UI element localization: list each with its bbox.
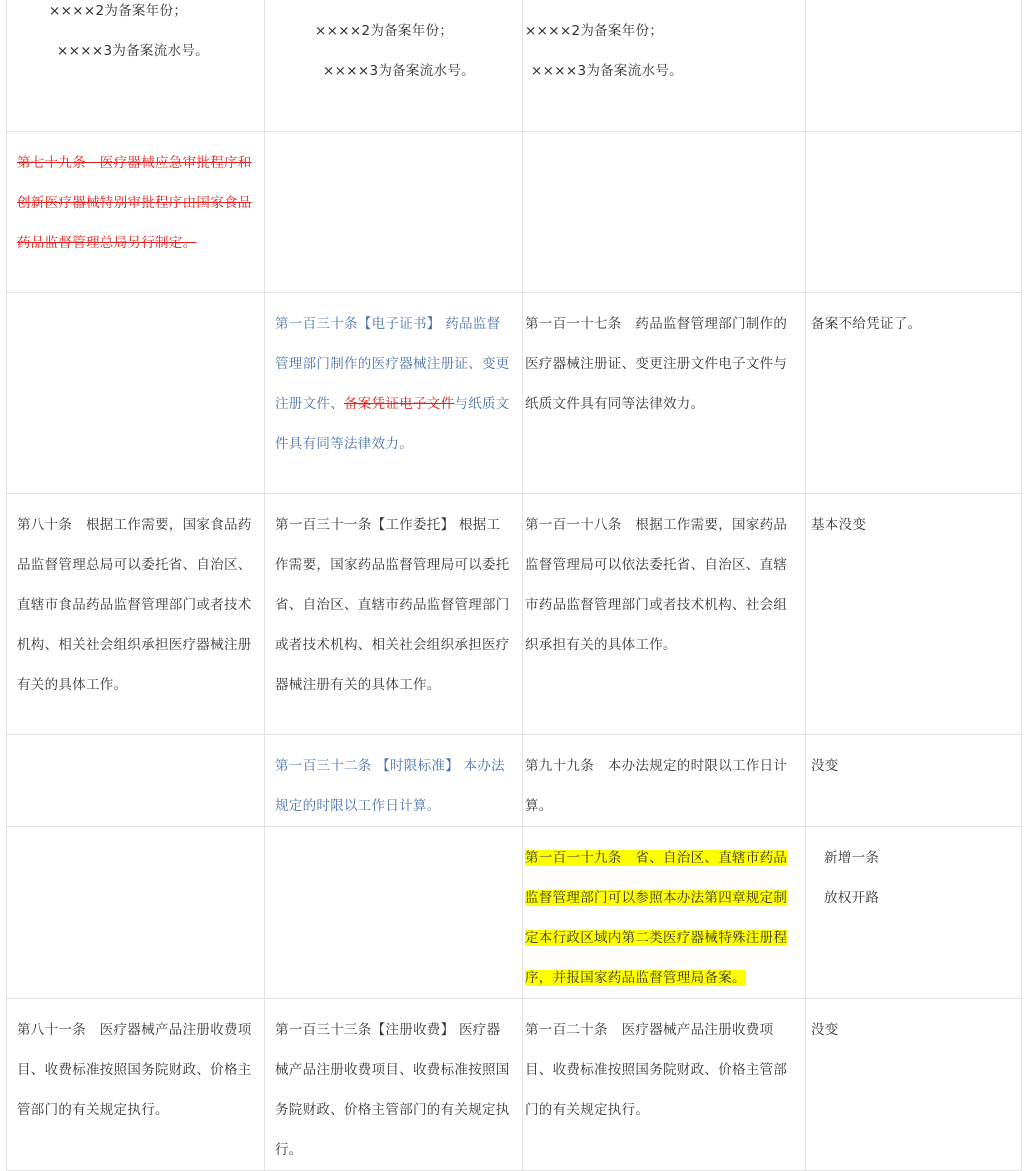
table-row <box>7 0 1022 132</box>
draft-text: 第一百三十三条【注册收费】 医疗器械产品注册收费项目、收费标准按照国务院财政、价格主管部门的有关规定执行。 <box>275 1022 510 1158</box>
cell-original <box>7 132 265 293</box>
cell-final <box>523 735 806 827</box>
highlighted-text: 第一百一十九条 省、自治区、直辖市药品监督管理部门可以参照本办法第四章规定制定本行政区域内第二类医疗器械特殊注册程序，并报国家药品监督管理局备案。 <box>525 850 788 986</box>
draft-text: 与纸质文件具有同等法律效力。 <box>275 396 510 452</box>
note-text: 没变 <box>811 758 839 774</box>
deleted-text: 备案凭证电子文件 <box>344 396 455 412</box>
cell-draft <box>265 293 523 494</box>
cell-final <box>523 293 806 494</box>
cell-note <box>806 0 1022 132</box>
cell-draft <box>265 827 523 999</box>
table-row <box>7 494 1022 735</box>
cell-draft <box>265 999 523 1171</box>
note-text: 放权开路 <box>824 890 880 906</box>
cell-final <box>523 0 806 132</box>
table-row <box>7 735 1022 827</box>
cell-note <box>806 999 1022 1171</box>
table-row <box>7 999 1022 1171</box>
cell-draft <box>265 494 523 735</box>
cell-note <box>806 132 1022 293</box>
note-text: 基本没变 <box>811 517 867 533</box>
note-text: 备案不给凭证了。 <box>811 316 922 332</box>
table-row <box>7 293 1022 494</box>
cell-draft <box>265 0 523 132</box>
cell-final <box>523 827 806 999</box>
final-text: 第九十九条 本办法规定的时限以工作日计算。 <box>525 758 788 814</box>
cell-draft <box>265 735 523 827</box>
cell-original <box>7 999 265 1171</box>
note-text: 没变 <box>811 1022 839 1038</box>
text-line: ××××3为备案流水号。 <box>531 63 683 79</box>
text-line <box>275 0 512 11</box>
draft-text: 第一百三十二条 【时限标准】 本办法规定的时限以工作日计算。 <box>275 758 505 814</box>
text-line: ××××2为备案年份； <box>49 3 188 19</box>
table-row <box>7 132 1022 293</box>
cell-note <box>806 293 1022 494</box>
cell-note <box>806 735 1022 827</box>
comparison-table <box>6 0 1022 1171</box>
deleted-text: 第七十九条 医疗器械应急审批程序和创新医疗器械特别审批程序由国家食品药品监督管理总局另行制定。 <box>17 155 252 251</box>
cell-note <box>806 827 1022 999</box>
cell-final <box>523 132 806 293</box>
final-text: 第一百二十条 医疗器械产品注册收费项目、收费标准按照国务院财政、价格主管部门的有关规定执行。 <box>525 1022 788 1118</box>
cell-final <box>523 999 806 1171</box>
cell-original <box>7 827 265 999</box>
text-line: ××××3为备案流水号。 <box>57 43 209 59</box>
cell-note <box>806 494 1022 735</box>
text-line: ××××2为备案年份； <box>525 23 664 39</box>
final-text: 第一百一十七条 药品监督管理部门制作的医疗器械注册证、变更注册文件电子文件与纸质文件具有同等法律效力。 <box>525 316 788 412</box>
text-line <box>525 0 795 11</box>
draft-text: 第一百三十条【电子证书】 药品监督管理部门制作的医疗器械注册证、变更注册文件、 <box>275 316 510 412</box>
text-line: ××××2为备案年份； <box>315 23 454 39</box>
cell-original <box>7 494 265 735</box>
table-row <box>7 827 1022 999</box>
text-line: ××××3为备案流水号。 <box>323 63 475 79</box>
note-text: 新增一条 <box>824 850 880 866</box>
cell-original <box>7 293 265 494</box>
cell-original <box>7 735 265 827</box>
final-text: 第一百一十八条 根据工作需要，国家药品监督管理局可以依法委托省、自治区、直辖市药品监督管理部门或者技术机构、社会组织承担有关的具体工作。 <box>525 517 788 653</box>
original-text: 第八十条 根据工作需要，国家食品药品监督管理总局可以委托省、自治区、直辖市食品药品监督管理部门或者技术机构、相关社会组织承担医疗器械注册有关的具体工作。 <box>17 517 252 693</box>
cell-final <box>523 494 806 735</box>
cell-draft <box>265 132 523 293</box>
original-text: 第八十一条 医疗器械产品注册收费项目、收费标准按照国务院财政、价格主管部门的有关规定执行。 <box>17 1022 252 1118</box>
draft-text: 第一百三十一条【工作委托】 根据工作需要，国家药品监督管理局可以委托省、自治区、直辖市药品监督管理部门或者技术机构、相关社会组织承担医疗器械注册有关的具体工作。 <box>275 517 510 693</box>
cell-original <box>7 0 265 132</box>
